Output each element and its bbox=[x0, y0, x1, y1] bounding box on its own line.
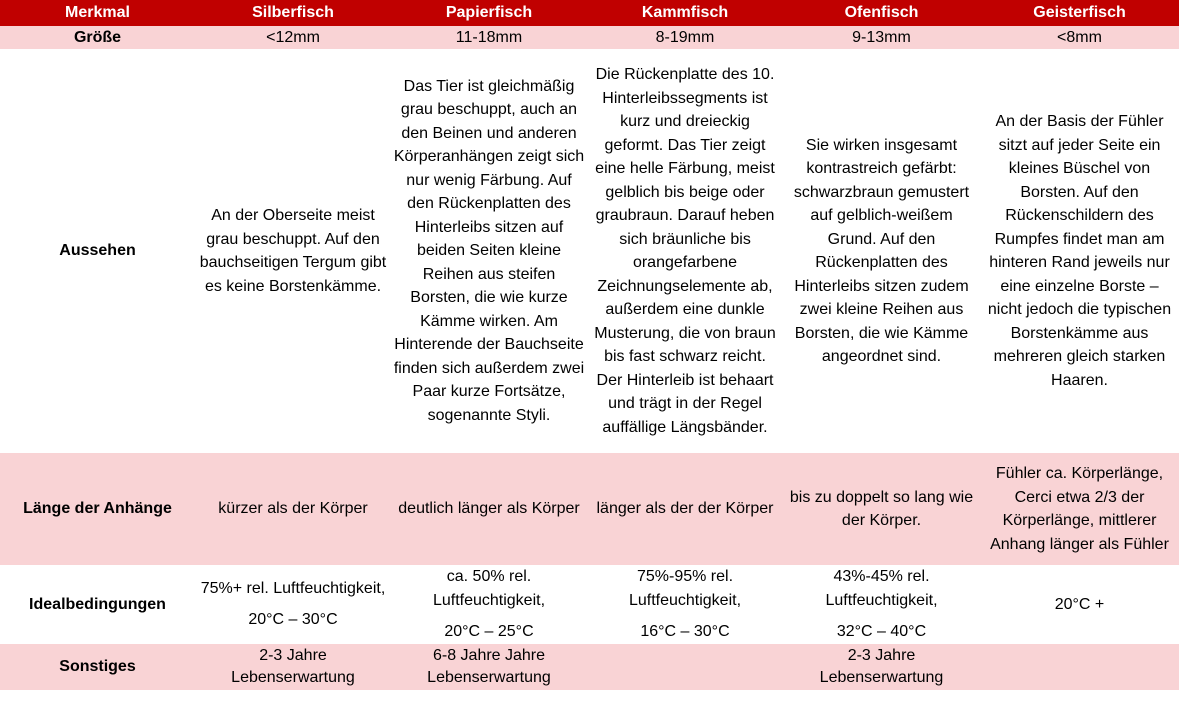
header-ofenfisch: Ofenfisch bbox=[783, 0, 980, 26]
temperature-text: 20°C – 25°C bbox=[444, 623, 534, 640]
row-size bbox=[0, 26, 1179, 49]
temperature-text: 20°C – 30°C bbox=[248, 611, 338, 629]
cell-look-papierfisch: Das Tier ist gleichmäßig grau beschuppt, auch an den Beinen und anderen Körperanhängen zeigt sich nur wenig Färbung. Auf den Rückenplatten des Hinterleibs sitzen auf beiden Seiten kleine Reihen aus steifen Borsten, die wie kurze Kämme wirken. Am Hinterende der Bauchseite finden sich außerdem zwei Paar kurze Fortsätze, sogenannte Styli. bbox=[391, 49, 587, 453]
row-label-length: Länge der Anhänge bbox=[0, 453, 195, 565]
cell-size-silberfisch: <12mm bbox=[195, 26, 391, 49]
cell-ideal-silberfisch bbox=[195, 565, 391, 644]
cell-size-ofenfisch: 9-13mm bbox=[783, 26, 980, 49]
cell-look-ofenfisch: Sie wirken insgesamt kontrastreich gefärbt: schwarzbraun gemustert auf gelblich-weißem Grund. Auf den Rückenplatten des Hinterleibs sitzen zudem zwei kleine Reihen aus Borsten, die wie Kämme angeordnet sind. bbox=[783, 49, 980, 453]
cell-length-geisterfisch: Fühler ca. Körperlänge, Cerci etwa 2/3 der Körperlänge, mittlerer Anhang länger als Fühler bbox=[980, 453, 1179, 565]
cell-length-ofenfisch: bis zu doppelt so lang wie der Körper. bbox=[783, 453, 980, 565]
row-label-look: Aussehen bbox=[0, 49, 195, 453]
humidity-text: ca. 50% rel. Luftfeuchtigkeit, bbox=[432, 568, 546, 609]
humidity-text: 43%-45% rel. Luftfeuchtigkeit, bbox=[825, 568, 938, 609]
cell-ideal-kammfisch bbox=[587, 565, 783, 644]
cell-length-papierfisch: deutlich länger als Körper bbox=[391, 453, 587, 565]
cell-look-kammfisch: Die Rückenplatte des 10. Hinterleibssegments ist kurz und dreieckig geformt. Das Tier zeigt eine helle Färbung, meist gelblich bis beige oder graubraun. Darauf heben sich bräunliche bis orangefarbene Zeichnungselemente ab, außerdem eine dunkle Musterung, die von braun bis fast schwarz reicht. Der Hinterleib ist behaart und trägt in der Regel auffällige Längsbänder. bbox=[587, 49, 783, 453]
row-label-ideal: Idealbedingungen bbox=[0, 565, 195, 644]
cell-size-papierfisch: 11-18mm bbox=[391, 26, 587, 49]
header-geisterfisch: Geisterfisch bbox=[980, 0, 1179, 26]
cell-length-silberfisch: kürzer als der Körper bbox=[195, 453, 391, 565]
cell-size-kammfisch: 8-19mm bbox=[587, 26, 783, 49]
cell-ideal-geisterfisch bbox=[980, 565, 1179, 644]
temperature-text: 20°C + bbox=[1054, 595, 1105, 613]
row-look bbox=[0, 49, 1179, 453]
cell-misc-geisterfisch bbox=[980, 644, 1179, 690]
header-kammfisch: Kammfisch bbox=[587, 0, 783, 26]
cell-misc-papierfisch: 6-8 Jahre Jahre Lebenserwartung bbox=[391, 644, 587, 690]
cell-length-kammfisch: länger als der der Körper bbox=[587, 453, 783, 565]
temperature-text: 32°C – 40°C bbox=[836, 623, 927, 640]
header-silberfisch: Silberfisch bbox=[195, 0, 391, 26]
row-misc bbox=[0, 644, 1179, 690]
cell-misc-silberfisch: 2-3 Jahre Lebenserwartung bbox=[195, 644, 391, 690]
cell-misc-kammfisch bbox=[587, 644, 783, 690]
temperature-text: 16°C – 30°C bbox=[640, 623, 730, 640]
humidity-text: 75%+ rel. Luftfeuchtigkeit, bbox=[200, 579, 386, 597]
humidity-text: 75%-95% rel. Luftfeuchtigkeit, bbox=[628, 568, 742, 609]
cell-ideal-papierfisch bbox=[391, 565, 587, 644]
table-header bbox=[0, 0, 1179, 26]
row-label-misc: Sonstiges bbox=[0, 644, 195, 690]
header-row bbox=[0, 0, 1179, 26]
cell-size-geisterfisch: <8mm bbox=[980, 26, 1179, 49]
header-merkmal: Merkmal bbox=[0, 0, 195, 26]
cell-look-silberfisch: An der Oberseite meist grau beschuppt. Auf den bauchseitigen Tergum gibt es keine Borstenkämme. bbox=[195, 49, 391, 453]
cell-look-geisterfisch: An der Basis der Fühler sitzt auf jeder Seite ein kleines Büschel von Borsten. Auf den Rückenschildern des Rumpfes findet man am hinteren Rand jeweils nur eine einzelne Borste – nicht jedoch die typischen Borstenkämme aus mehreren gleich starken Haaren. bbox=[980, 49, 1179, 453]
cell-misc-ofenfisch: 2-3 Jahre Lebenserwartung bbox=[783, 644, 980, 690]
row-ideal bbox=[0, 565, 1179, 644]
row-label-size: Größe bbox=[0, 26, 195, 49]
row-length bbox=[0, 453, 1179, 565]
cell-ideal-ofenfisch bbox=[783, 565, 980, 644]
header-papierfisch: Papierfisch bbox=[391, 0, 587, 26]
